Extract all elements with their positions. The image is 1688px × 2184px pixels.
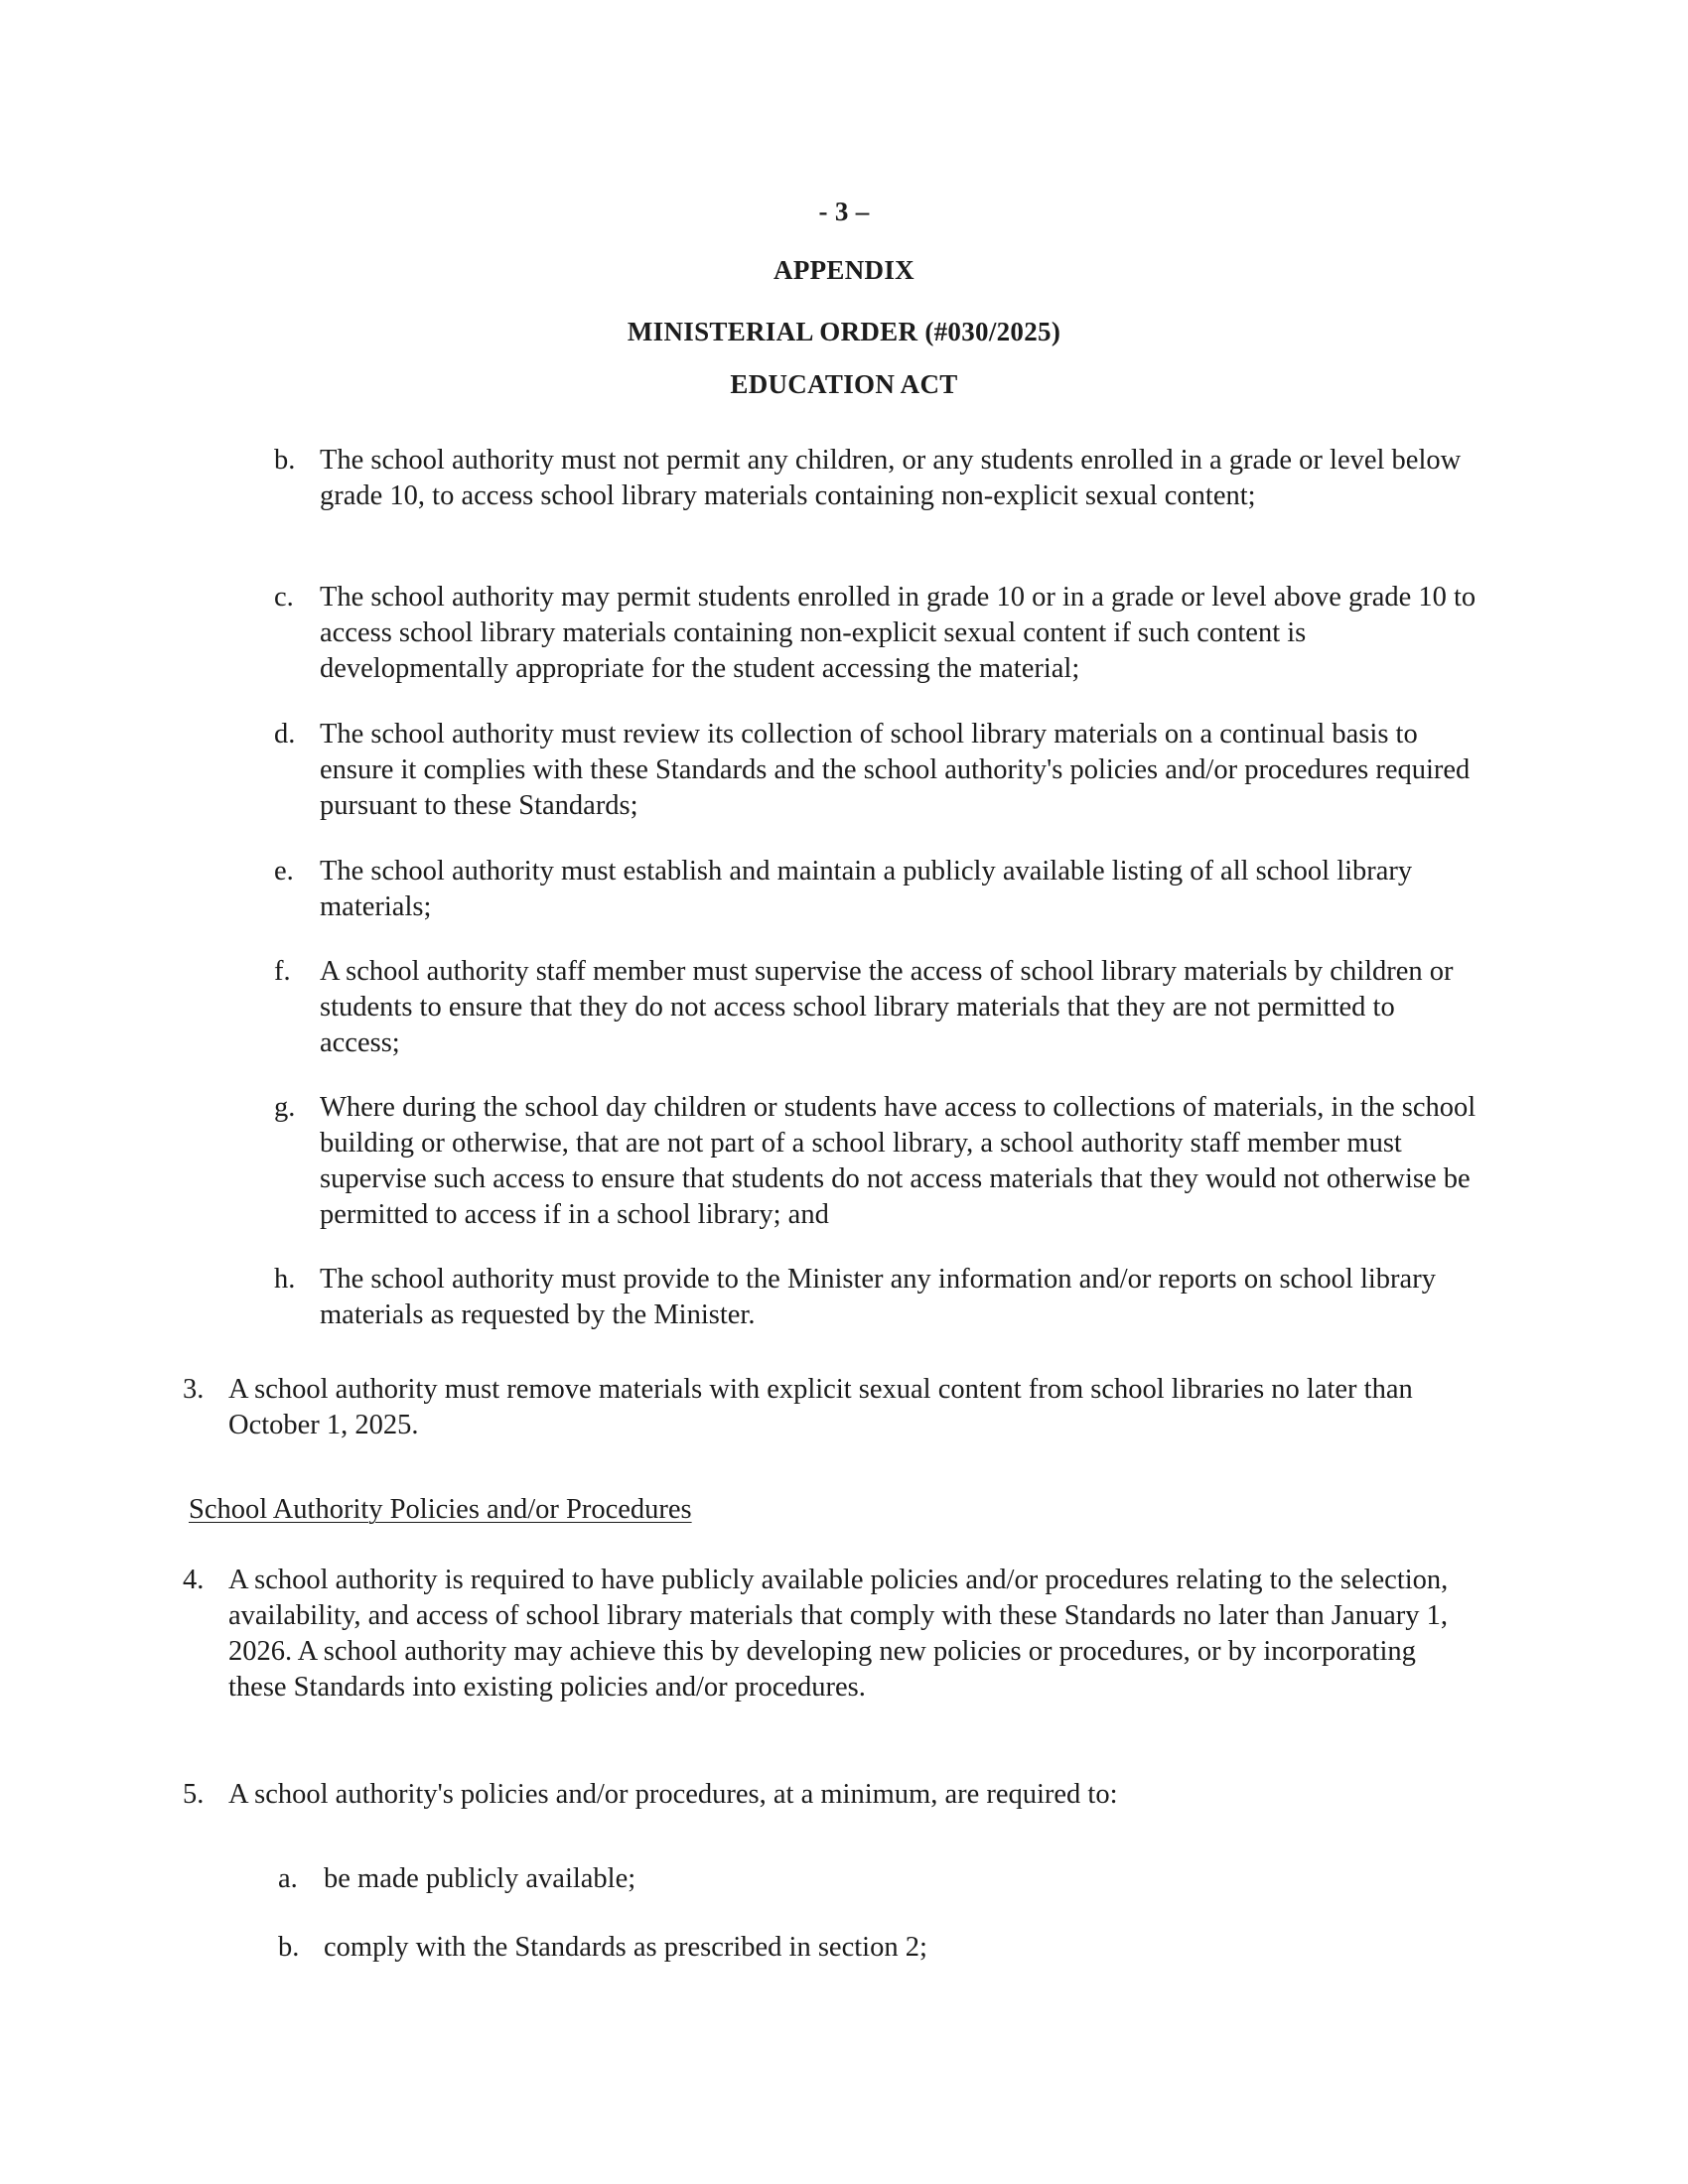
section-text: A school authority is required to have publicly available policies and/or procedures relating to the selection, availability, and access of school library materials that comply with these Standards no later than January 1, 2026. A school authority may achieve this by developing new policies or procedures, or by incorporating these Standards into existing policies and/or procedures. xyxy=(228,1565,1449,1703)
section-text: A school authority must remove materials with explicit sexual content from school libraries no later than October 1, 2025. xyxy=(228,1374,1413,1440)
item-label: b. xyxy=(278,1932,300,1963)
item-label: e. xyxy=(274,856,294,887)
item-label: b. xyxy=(274,445,296,476)
item-text: The school authority must review its collection of school library materials on a continual basis to ensure it complies with these Standards and the school authority's policies and/or procedures required pursuant to these Standards; xyxy=(320,719,1471,821)
item-text: comply with the Standards as prescribed in section 2; xyxy=(324,1932,927,1963)
section-text: A school authority's policies and/or procedures, at a minimum, are required to: xyxy=(228,1779,1118,1810)
item-label: a. xyxy=(278,1863,298,1894)
section-label: 4. xyxy=(183,1565,205,1595)
item-label: c. xyxy=(274,582,294,613)
item-text: A school authority staff member must supervise the access of school library materials by children or students to ensure that they do not access school library materials that they are not permitted to access; xyxy=(320,956,1454,1058)
page-number: - 3 – xyxy=(818,197,870,226)
ministerial-order-title: MINISTERIAL ORDER (#030/2025) xyxy=(627,317,1061,346)
appendix-title: APPENDIX xyxy=(774,255,914,285)
item-label: d. xyxy=(274,719,296,750)
policies-heading: School Authority Policies and/or Procedures xyxy=(189,1494,692,1525)
item-text: The school authority may permit students enrolled in grade 10 or in a grade or level above grade 10 to access school library materials containing non-explicit sexual content if such content is developmentally appropriate for the student accessing the material; xyxy=(320,582,1477,684)
item-label: f. xyxy=(274,956,291,987)
item-text: The school authority must provide to the Minister any information and/or reports on school library materials as requested by the Minister. xyxy=(320,1264,1436,1330)
item-label: h. xyxy=(274,1264,296,1295)
item-text: The school authority must establish and maintain a publicly available listing of all school library materials; xyxy=(320,856,1413,922)
item-label: g. xyxy=(274,1092,296,1123)
item-text: The school authority must not permit any children, or any students enrolled in a grade or level below grade 10, to access school library materials containing non-explicit sexual content; xyxy=(320,445,1462,511)
section-label: 5. xyxy=(183,1779,205,1810)
section-label: 3. xyxy=(183,1374,205,1405)
item-text: Where during the school day children or students have access to collections of materials, in the school building or otherwise, that are not part of a school library, a school authority staff member must supervise such access to ensure that students do not access materials that they would not otherwise be permitted to access if in a school library; and xyxy=(320,1092,1477,1230)
item-text: be made publicly available; xyxy=(324,1863,636,1894)
education-act-title: EDUCATION ACT xyxy=(730,369,958,399)
